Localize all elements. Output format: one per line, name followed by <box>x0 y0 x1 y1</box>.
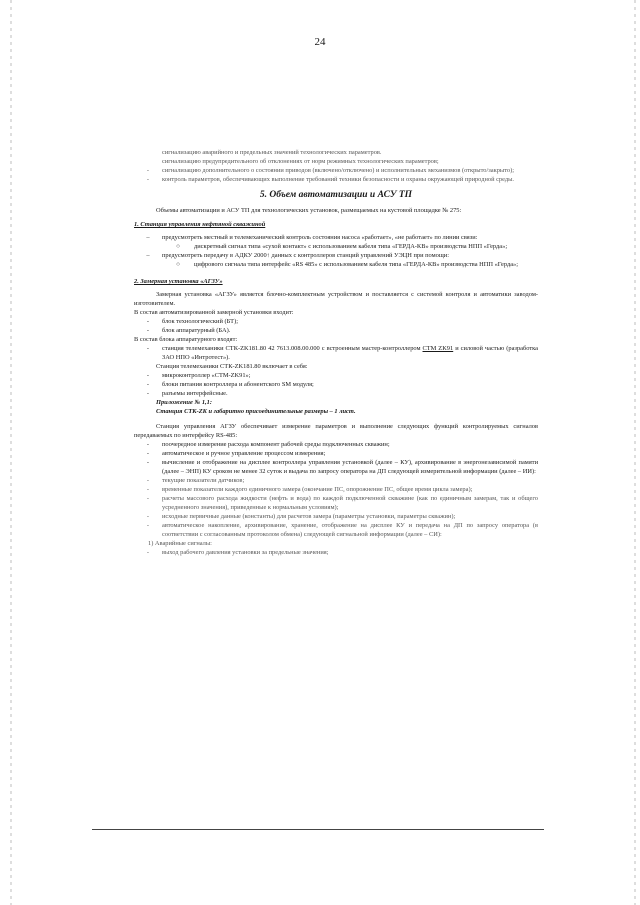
dash-marker: - <box>146 167 150 174</box>
paragraph: Станция телемеханики СТК-ZK181.80 включает в себя: <box>156 363 308 370</box>
dash-marker: - <box>146 549 150 556</box>
list-item: - контроль параметров, обеспечивающих выполнение требований техники безопасности и охраны окружающей природной среды. <box>134 175 538 184</box>
dash-marker: - <box>146 513 150 520</box>
list-item: - выход рабочего давления установки за предельные значения; <box>134 548 538 557</box>
list-item: - блоки питания контроллера и абонентского SM модуля; <box>134 380 538 389</box>
scan-edge-right <box>634 0 636 905</box>
dash-marker: - <box>146 522 150 529</box>
paragraph: Станция управления АГЗУ обеспечивает измерение параметров и выполнение следующих функций контролируемых сигналов передаваемых по интерфейсу RS-485: <box>134 423 538 439</box>
list-item: - автоматическое накопление, архивирование, хранение, отображение на дисплее КУ и передача на ДП по запросу оператора (в соответствии с согласованным протоколом обмена) следующей сигнальной информации (далее – СИ): <box>134 521 538 539</box>
list-item: – предусмотреть передачу в АДКУ 2000↑ данных с контроллеров станций управлений УЭЦН при помощи: <box>134 251 538 260</box>
dash-marker: - <box>146 459 150 466</box>
alarm-title: 1) Аварийные сигналы: <box>148 540 212 547</box>
subsection-title-1: 1. Станция управления нефтяной скважиной <box>134 221 266 228</box>
dash-marker: - <box>146 390 150 397</box>
list-item: - текущие показатели датчиков; <box>134 476 538 485</box>
paragraph: В состав блока аппаратурного входят: <box>134 336 238 343</box>
dash-marker: - <box>146 318 150 325</box>
dash-marker: - <box>146 381 150 388</box>
station-text: станция телемеханики СТК-ZK181.80 42 7613.008.00.000 с встроенным мастер-контроллером <box>162 345 423 352</box>
dash-marker: - <box>146 345 150 352</box>
intro-paragraph: Объемы автоматизации и АСУ ТП для технологических установок, размещаемых на кустовой площадке № 275: <box>156 207 462 214</box>
list-item: - расчеты массового расхода жидкости (нефть и вода) по каждой подключенной скважине (как по единичным замерам, так и общего усредненного значения), приведенные к нормальным условиям); <box>134 494 538 512</box>
appendix-description: Станция СТК-ZK и габаритно присоединительные размеры – 1 лист. <box>156 408 356 415</box>
list-item: - временные показатели каждого единичного замера (окончание ПС, опорожнение ПС, общее время цикла замера); <box>134 485 538 494</box>
list-item: - поочередное измерение расхода компонент рабочей среды подключенных скважин; <box>134 440 538 449</box>
dash-marker: - <box>146 477 150 484</box>
dash-marker: – <box>146 234 150 241</box>
list-item: – предусмотреть местный и телемеханический контроль состояния насоса «работает», «не работает» по линии связи: <box>134 233 538 242</box>
appendix-label: Приложение № 1,1: <box>156 399 212 406</box>
list-item: сигнализацию аварийного и предельных значений технологических параметров. <box>162 149 382 156</box>
paragraph: Замерная установка «АГЗУ» является блочно-комплектным устройством и поставляется с системой контроля и автоматики заводом-изготовителем. <box>134 291 538 307</box>
list-item: - блок аппаратурный (БА). <box>134 326 538 335</box>
list-item: - микроконтроллер «СТМ-ZK91»; <box>134 371 538 380</box>
list-item: ○ дискретный сигнал типа «сухой контакт» с использованием кабеля типа «ГЕРДА-КВ» производства НПП «Герда»; <box>134 242 538 251</box>
list-item: - блок технологический (БТ); <box>134 317 538 326</box>
list-item: - вычисление и отображение на дисплее контроллера управления установкой (далее – КУ), архивирование в энергонезависимой памяти (далее – ЭНП) КУ сроком не менее 32 суток и выдача по запросу оператора на ДП следующей измерительной информации (далее – ИИ): <box>134 458 538 476</box>
page-number: 24 <box>314 36 326 48</box>
dash-marker: - <box>146 372 150 379</box>
document-body <box>134 148 538 557</box>
dash-marker: - <box>146 441 150 448</box>
page-bottom-rule <box>92 829 544 830</box>
dash-marker: - <box>146 450 150 457</box>
list-item: - сигнализацию дополнительного о состоянии приводов (включено/отключено) и исполнительных механизмов (открыто/закрыто); <box>134 166 538 175</box>
list-item: ○ цифрового сигнала типа интерфейс «RS 485» с использованием кабеля типа «ГЕРДА-КВ» производства НПП «Герда»; <box>134 260 538 269</box>
dash-marker: - <box>146 486 150 493</box>
list-item: - разъемы интерфейсные. <box>134 389 538 398</box>
circle-bullet-icon: ○ <box>176 261 180 268</box>
dash-marker: – <box>146 252 150 259</box>
subsection-title-2: 2. Замерная установка «АГЗУ» <box>134 278 223 285</box>
list-item: сигнализацию предупредительного об отклонениях от норм режимных технологических параметров; <box>162 158 439 165</box>
scan-edge-left <box>10 0 12 905</box>
dash-marker: - <box>146 495 150 502</box>
dash-marker: - <box>146 327 150 334</box>
circle-bullet-icon: ○ <box>176 243 180 250</box>
dash-marker: - <box>146 176 150 183</box>
list-item <box>134 344 538 362</box>
station-text-end: и силовой частью (разработка ЗАО НПО «Интротест»). <box>162 345 538 361</box>
section-title: 5. Объем автоматизации и АСУ ТП <box>259 190 413 200</box>
controller-link[interactable]: СТМ ZK91 <box>422 345 454 352</box>
list-item: - автоматическое и ручное управление процессом измерения; <box>134 449 538 458</box>
paragraph: В состав автоматизированной замерной установки входит: <box>134 309 294 316</box>
list-item: - исходные первичные данные (константы) для расчетов замера (параметры установки, параметры скважин); <box>134 512 538 521</box>
